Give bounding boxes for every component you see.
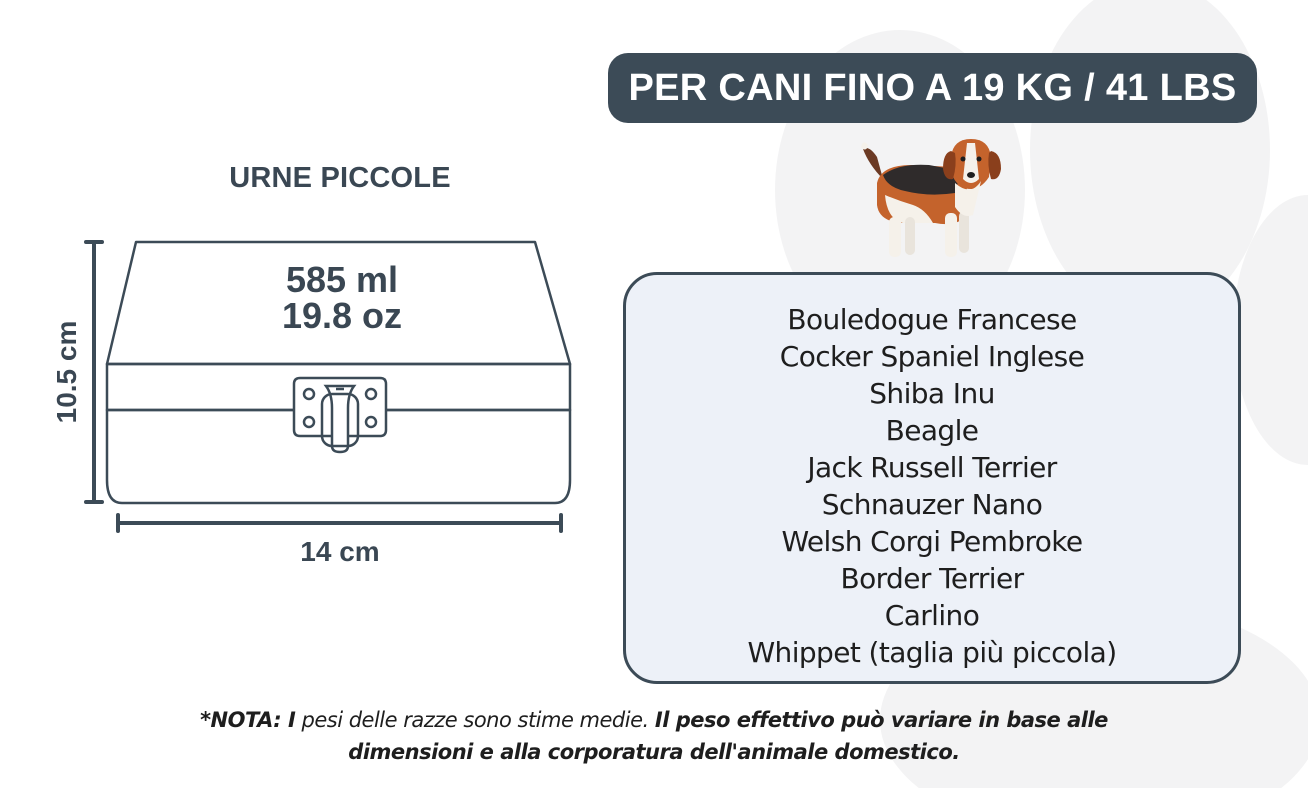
list-item: Cocker Spaniel Inglese (779, 340, 1085, 373)
height-label: 10.5 cm (51, 320, 82, 424)
weight-disclaimer-note (150, 704, 1158, 768)
list-item: Schnauzer Nano (821, 488, 1043, 521)
box-clasp-icon (294, 378, 386, 452)
weight-limit-banner: PER CANI FINO A 19 KG / 41 LBS (608, 53, 1257, 123)
note-emphasis: Il peso effettivo può variare in base alle dimensioni e alla corporatura dell'animale domestico. (348, 708, 1108, 764)
list-item: Bouledogue Francese (787, 303, 1077, 336)
list-item: Whippet (taglia più piccola) (747, 636, 1117, 669)
volume-ml: 585 ml (285, 259, 399, 300)
note-label: *NOTA: I (200, 708, 296, 732)
breed-list-panel (623, 272, 1241, 684)
height-dimension-line (86, 242, 102, 502)
width-label: 14 cm (300, 536, 380, 567)
list-item: Welsh Corgi Pembroke (781, 525, 1083, 558)
list-item: Carlino (884, 599, 980, 632)
list-item: Shiba Inu (869, 377, 995, 410)
breed-list (626, 301, 1238, 671)
list-item: Jack Russell Terrier (807, 451, 1057, 484)
note-text: pesi delle razze sono stime medie. (295, 708, 655, 732)
width-dimension-line (118, 515, 561, 531)
list-item: Beagle (885, 414, 979, 447)
list-item: Border Terrier (840, 562, 1024, 595)
volume-oz: 19.8 oz (281, 295, 403, 336)
urn-size-title: URNE PICCOLE (229, 162, 451, 194)
beagle-illustration-icon (855, 135, 1015, 265)
urn-volume (230, 259, 454, 336)
